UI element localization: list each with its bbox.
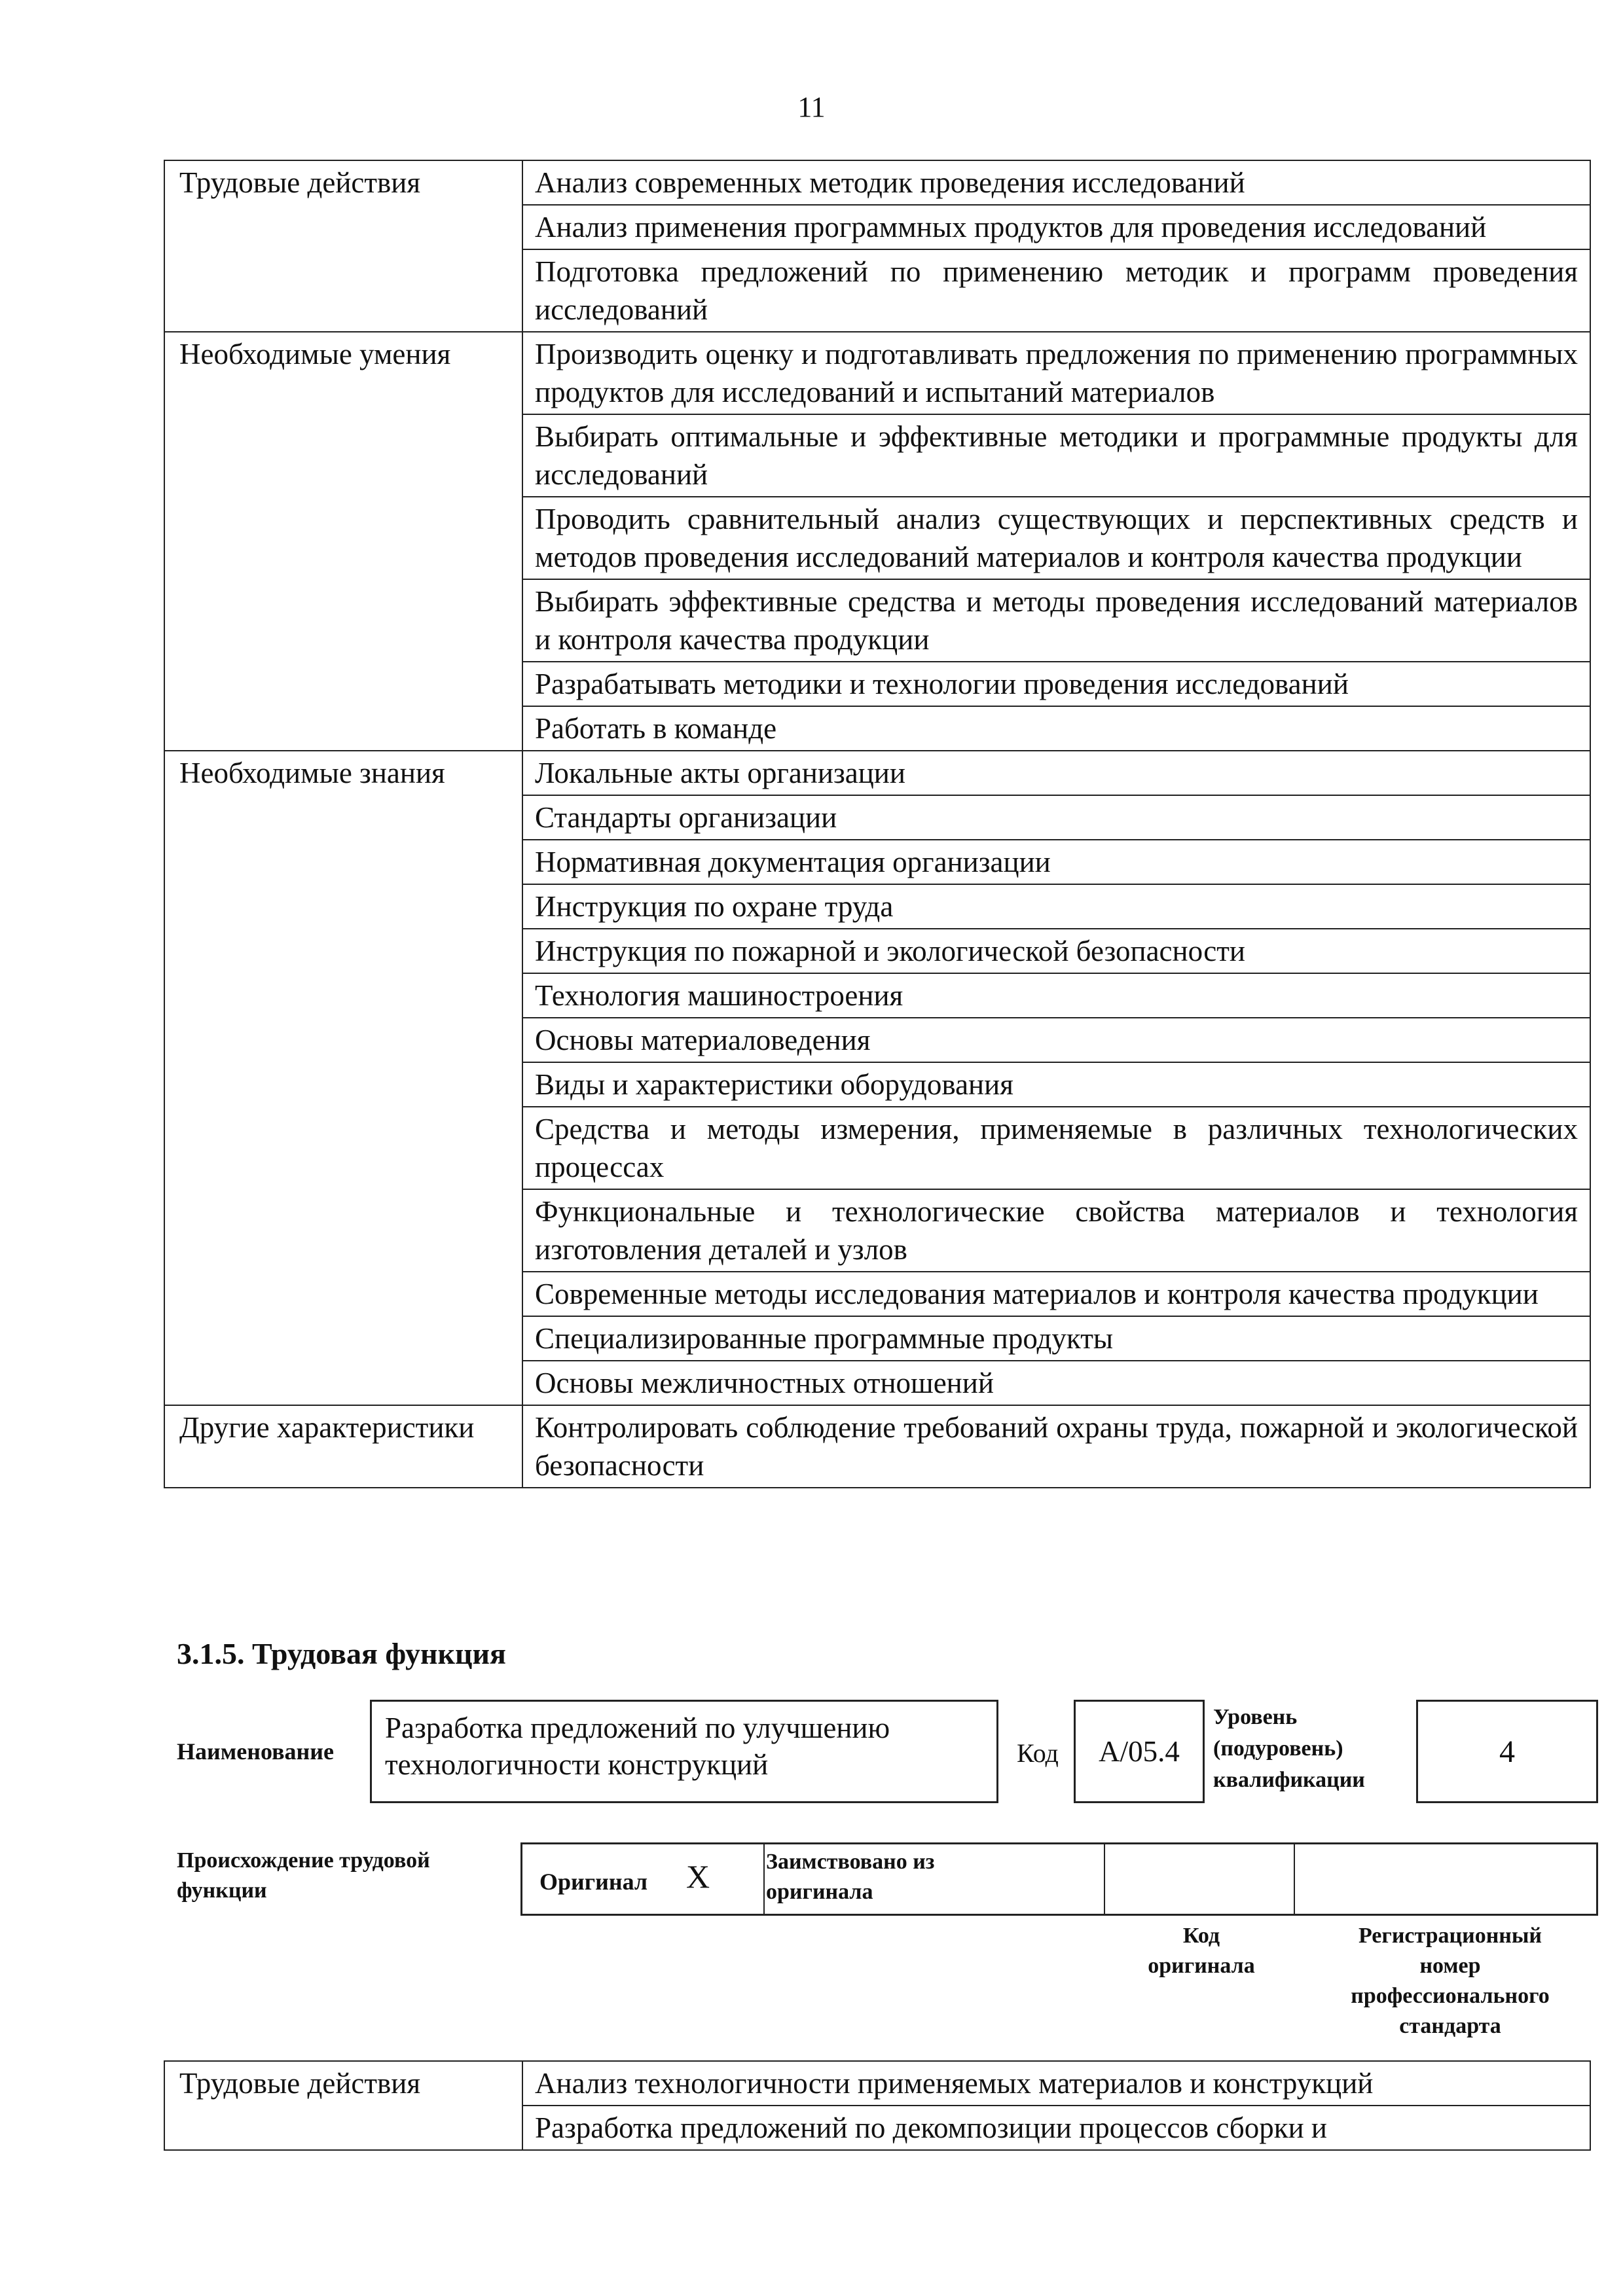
row-label: Необходимые умения <box>164 332 522 751</box>
original-mark: X <box>686 1858 710 1895</box>
caption-line: профессионального <box>1351 1984 1550 2008</box>
row-item: Основы материаловедения <box>522 1018 1590 1062</box>
original-cell <box>522 1844 765 1914</box>
row-item: Инструкция по охране труда <box>522 884 1590 929</box>
row-item: Инструкция по пожарной и экологической безопасности <box>522 929 1590 973</box>
original-code-cell <box>1105 1844 1295 1914</box>
row-item: Работать в команде <box>522 706 1590 751</box>
name-label: Наименование <box>177 1738 334 1765</box>
table-row <box>164 160 1590 205</box>
row-item: Анализ технологичности применяемых материалов и конструкций <box>522 2061 1590 2106</box>
level-label-line: (подуровень) <box>1213 1736 1343 1761</box>
original-label: Оригинал <box>539 1869 648 1895</box>
code-value: A/05.4 <box>1074 1700 1205 1803</box>
row-item: Подготовка предложений по применению методик и программ проведения исследований <box>522 249 1590 332</box>
row-item: Контролировать соблюдение требований охраны труда, пожарной и экологической безопасности <box>522 1405 1590 1488</box>
row-label: Другие характеристики <box>164 1405 522 1488</box>
original-code-caption <box>1106 1921 1296 1981</box>
borrowed-label-line: оригинала <box>766 1880 873 1904</box>
row-label: Необходимые знания <box>164 751 522 1405</box>
name-value: Разработка предложений по улучшению технологичности конструкций <box>370 1700 998 1803</box>
row-item: Средства и методы измерения, применяемые в различных технологических процессах <box>522 1107 1590 1189</box>
borrowed-cell <box>765 1844 1105 1914</box>
row-item: Стандарты организации <box>522 795 1590 840</box>
table-row <box>164 751 1590 795</box>
row-label: Трудовые действия <box>164 160 522 332</box>
row-item: Функциональные и технологические свойства материалов и технология изготовления деталей и узлов <box>522 1189 1590 1272</box>
borrowed-label <box>765 1844 1104 1907</box>
row-item: Анализ современных методик проведения исследований <box>522 160 1590 205</box>
qualification-level-label <box>1213 1702 1365 1796</box>
row-item: Выбирать эффективные средства и методы проведения исследований материалов и контроля качества продукции <box>522 579 1590 662</box>
table-row <box>164 1405 1590 1488</box>
section-heading: 3.1.5. Трудовая функция <box>177 1637 506 1670</box>
origin-label-line: функции <box>177 1878 267 1903</box>
caption-line: номер <box>1419 1954 1481 1978</box>
origin-row <box>520 1842 1598 1916</box>
row-item: Проводить сравнительный анализ существующих и перспективных средств и методов проведения исследований материалов и контроля качества продукции <box>522 497 1590 579</box>
row-item: Нормативная документация организации <box>522 840 1590 884</box>
labor-function-details-table <box>164 160 1591 1488</box>
row-item: Разрабатывать методики и технологии проведения исследований <box>522 662 1590 706</box>
caption-line: оригинала <box>1148 1954 1255 1978</box>
caption-line: Код <box>1182 1924 1220 1948</box>
row-label: Трудовые действия <box>164 2061 522 2150</box>
table-row <box>164 2061 1590 2106</box>
page-number: 11 <box>797 91 826 123</box>
registration-number-caption <box>1303 1921 1597 2041</box>
row-item: Основы межличностных отношений <box>522 1361 1590 1405</box>
row-item: Разработка предложений по декомпозиции процессов сборки и <box>522 2106 1590 2150</box>
row-item: Выбирать оптимальные и эффективные методики и программные продукты для исследований <box>522 414 1590 497</box>
origin-label-line: Происхождение трудовой <box>177 1848 430 1873</box>
qualification-level-value: 4 <box>1416 1700 1598 1803</box>
registration-number-cell <box>1295 1844 1596 1914</box>
row-item: Виды и характеристики оборудования <box>522 1062 1590 1107</box>
origin-label <box>177 1846 430 1906</box>
caption-line: стандарта <box>1399 2014 1501 2038</box>
caption-line: Регистрационный <box>1358 1924 1542 1948</box>
row-item: Специализированные программные продукты <box>522 1316 1590 1361</box>
row-item: Анализ применения программных продуктов для проведения исследований <box>522 205 1590 249</box>
row-item: Технология машиностроения <box>522 973 1590 1018</box>
row-item: Современные методы исследования материалов и контроля качества продукции <box>522 1272 1590 1316</box>
level-label-line: квалификации <box>1213 1768 1365 1792</box>
row-item: Локальные акты организации <box>522 751 1590 795</box>
borrowed-label-line: Заимствовано из <box>766 1850 935 1874</box>
row-item: Производить оценку и подготавливать предложения по применению программных продуктов для исследований и испытаний материалов <box>522 332 1590 414</box>
table-row <box>164 332 1590 414</box>
labor-actions-table <box>164 2060 1591 2151</box>
code-label: Код <box>1017 1738 1059 1768</box>
level-label-line: Уровень <box>1213 1705 1298 1729</box>
